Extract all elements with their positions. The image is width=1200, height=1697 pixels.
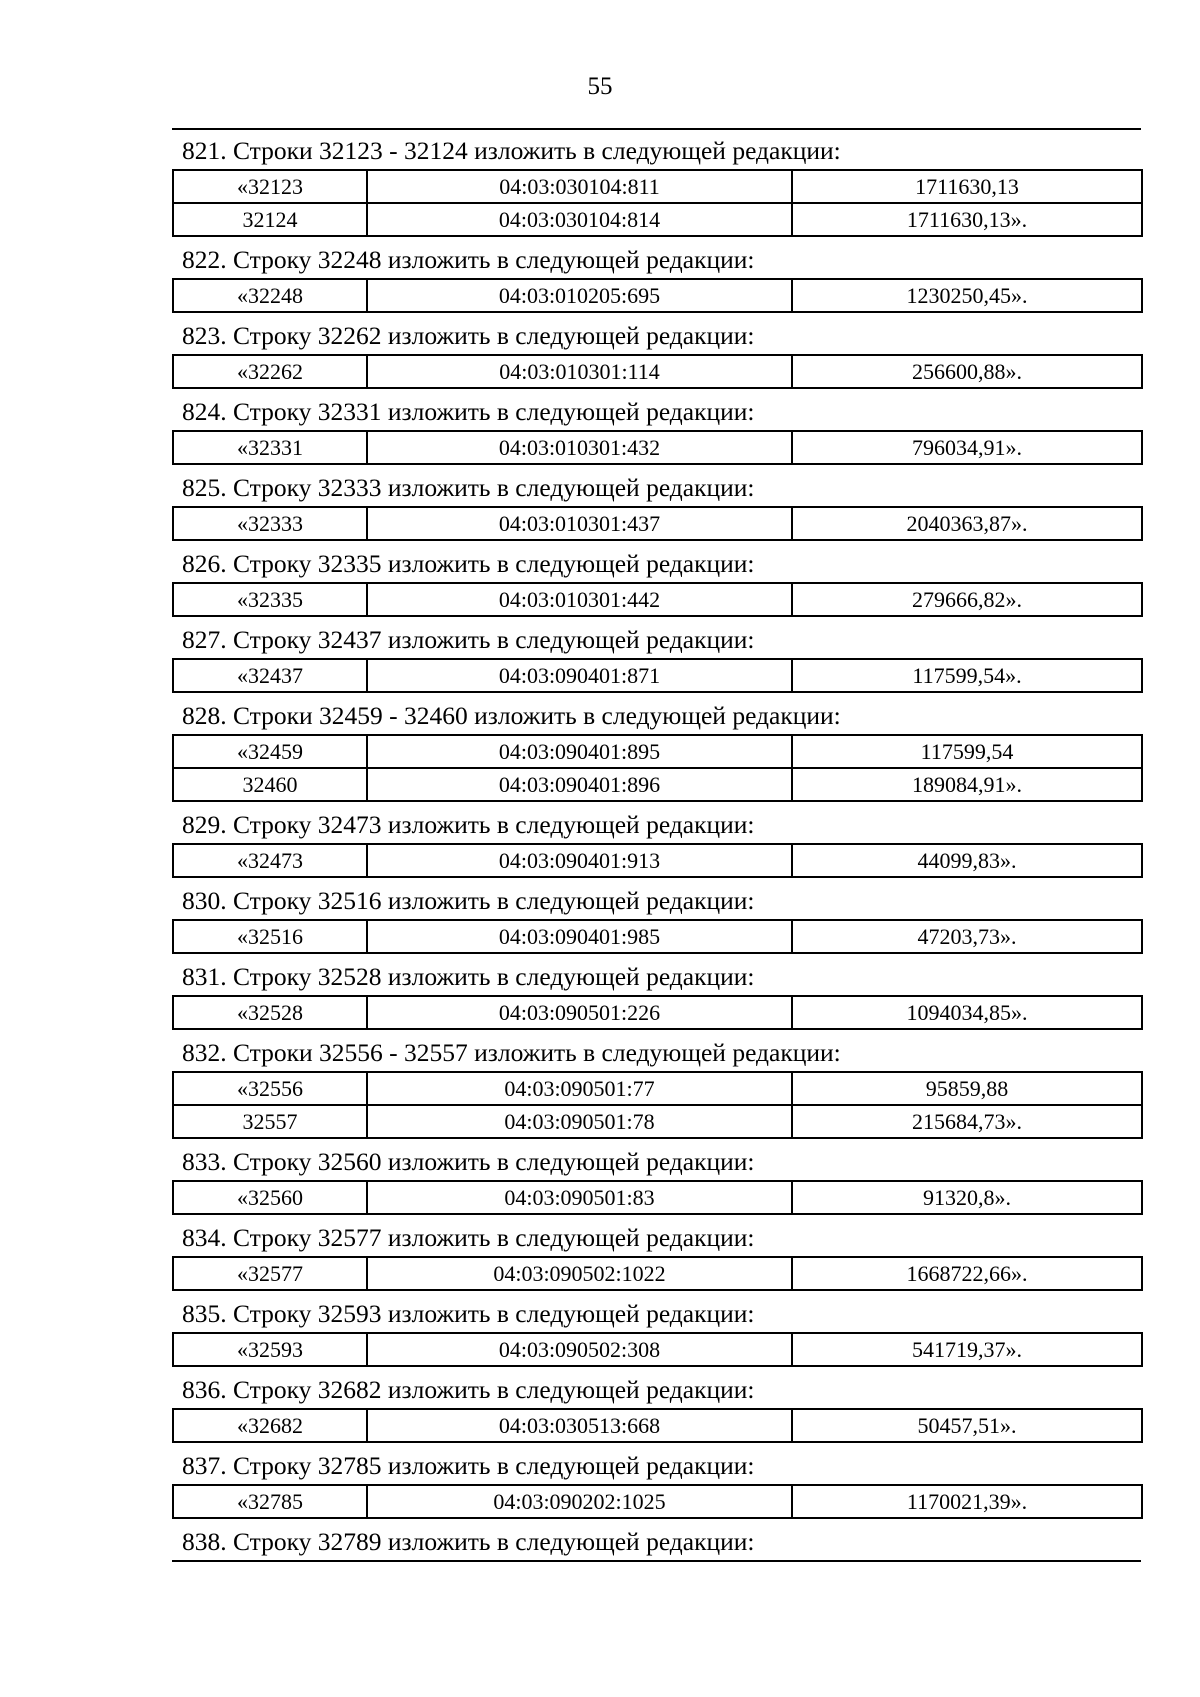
amendment-entry (172, 695, 1141, 802)
row-number-cell: «32335 (173, 583, 367, 616)
table-row (173, 170, 1142, 203)
value-cell: 44099,83». (792, 844, 1142, 877)
value-cell: 47203,73». (792, 920, 1142, 953)
amendment-entry (172, 391, 1141, 465)
value-cell: 1094034,85». (792, 996, 1142, 1029)
amendment-entry (172, 1521, 1141, 1560)
amendment-table (172, 843, 1143, 878)
amendment-entry (172, 1369, 1141, 1443)
row-number-cell: «32473 (173, 844, 367, 877)
value-cell: 2040363,87». (792, 507, 1142, 540)
cadastral-number-cell: 04:03:090202:1025 (367, 1485, 792, 1518)
amendment-heading: 831. Строку 32528 изложить в следующей редакции: (182, 962, 755, 991)
row-number-cell: «32437 (173, 659, 367, 692)
row-number-cell: «32785 (173, 1485, 367, 1518)
cadastral-number-cell: 04:03:010301:114 (367, 355, 792, 388)
value-cell: 541719,37». (792, 1333, 1142, 1366)
cadastral-number-cell: 04:03:090501:78 (367, 1105, 792, 1138)
table-row (173, 507, 1142, 540)
value-cell: 796034,91». (792, 431, 1142, 464)
value-cell: 1668722,66». (792, 1257, 1142, 1290)
amendment-table (172, 1071, 1143, 1139)
row-number-cell: «32528 (173, 996, 367, 1029)
amendment-table (172, 582, 1143, 617)
amendment-entry (172, 1141, 1141, 1215)
value-cell: 279666,82». (792, 583, 1142, 616)
page-number: 55 (587, 73, 613, 100)
amendment-table (172, 1256, 1143, 1291)
row-number-cell: «32577 (173, 1257, 367, 1290)
amendment-heading: 834. Строку 32577 изложить в следующей редакции: (182, 1223, 755, 1252)
cadastral-number-cell: 04:03:090401:895 (367, 735, 792, 768)
value-cell: 256600,88». (792, 355, 1142, 388)
table-row (173, 1485, 1142, 1518)
amendment-entry (172, 1293, 1141, 1367)
row-number-cell: «32248 (173, 279, 367, 312)
amendment-heading: 835. Строку 32593 изложить в следующей редакции: (182, 1299, 755, 1328)
table-row (173, 355, 1142, 388)
amendment-heading: 821. Строки 32123 - 32124 изложить в следующей редакции: (182, 136, 841, 165)
amendment-heading: 826. Строку 32335 изложить в следующей редакции: (182, 549, 755, 578)
row-number-cell: «32556 (173, 1072, 367, 1105)
value-cell: 50457,51». (792, 1409, 1142, 1442)
table-row (173, 659, 1142, 692)
row-number-cell: «32516 (173, 920, 367, 953)
row-number-cell: «32593 (173, 1333, 367, 1366)
table-row (173, 996, 1142, 1029)
cadastral-number-cell: 04:03:090401:896 (367, 768, 792, 801)
amendment-heading: 832. Строки 32556 - 32557 изложить в следующей редакции: (182, 1038, 841, 1067)
amendment-table (172, 1180, 1143, 1215)
row-number-cell: 32460 (173, 768, 367, 801)
amendment-table (172, 169, 1143, 237)
cadastral-number-cell: 04:03:090401:871 (367, 659, 792, 692)
amendment-entry (172, 1032, 1141, 1139)
table-row (173, 1181, 1142, 1214)
amendment-entry (172, 1445, 1141, 1519)
table-row (173, 844, 1142, 877)
value-cell: 189084,91». (792, 768, 1142, 801)
amendment-heading: 822. Строку 32248 изложить в следующей редакции: (182, 245, 755, 274)
value-cell: 1170021,39». (792, 1485, 1142, 1518)
cadastral-number-cell: 04:03:010301:442 (367, 583, 792, 616)
amendment-table (172, 1408, 1143, 1443)
cadastral-number-cell: 04:03:090501:226 (367, 996, 792, 1029)
amendment-heading: 829. Строку 32473 изложить в следующей редакции: (182, 810, 755, 839)
table-row (173, 735, 1142, 768)
cadastral-number-cell: 04:03:090502:1022 (367, 1257, 792, 1290)
amendment-table (172, 919, 1143, 954)
cadastral-number-cell: 04:03:030104:814 (367, 203, 792, 236)
table-row (173, 279, 1142, 312)
table-row (173, 203, 1142, 236)
amendment-entry (172, 239, 1141, 313)
table-row (173, 920, 1142, 953)
amendment-table (172, 354, 1143, 389)
value-cell: 117599,54». (792, 659, 1142, 692)
amendment-heading: 838. Строку 32789 изложить в следующей редакции: (182, 1527, 755, 1556)
row-number-cell: «32331 (173, 431, 367, 464)
amendment-table (172, 995, 1143, 1030)
table-row (173, 1333, 1142, 1366)
table-row (173, 768, 1142, 801)
amendment-entry (172, 880, 1141, 954)
value-cell: 117599,54 (792, 735, 1142, 768)
cadastral-number-cell: 04:03:090501:83 (367, 1181, 792, 1214)
table-row (173, 1257, 1142, 1290)
amendment-entry (172, 315, 1141, 389)
cadastral-number-cell: 04:03:030104:811 (367, 170, 792, 203)
table-row (173, 583, 1142, 616)
row-number-cell: «32262 (173, 355, 367, 388)
value-cell: 215684,73». (792, 1105, 1142, 1138)
amendment-heading: 828. Строки 32459 - 32460 изложить в следующей редакции: (182, 701, 841, 730)
amendment-table (172, 430, 1143, 465)
amendment-heading: 837. Строку 32785 изложить в следующей редакции: (182, 1451, 755, 1480)
amendment-table (172, 1332, 1143, 1367)
amendment-heading: 830. Строку 32516 изложить в следующей редакции: (182, 886, 755, 915)
amendment-entry (172, 956, 1141, 1030)
amendment-heading: 823. Строку 32262 изложить в следующей редакции: (182, 321, 755, 350)
amendment-table (172, 658, 1143, 693)
row-number-cell: 32124 (173, 203, 367, 236)
table-row (173, 1072, 1142, 1105)
amendment-heading: 827. Строку 32437 изложить в следующей редакции: (182, 625, 755, 654)
cadastral-number-cell: 04:03:090401:913 (367, 844, 792, 877)
value-cell: 1711630,13 (792, 170, 1142, 203)
row-number-cell: «32333 (173, 507, 367, 540)
value-cell: 95859,88 (792, 1072, 1142, 1105)
amendment-heading: 833. Строку 32560 изложить в следующей редакции: (182, 1147, 755, 1176)
row-number-cell: «32459 (173, 735, 367, 768)
cadastral-number-cell: 04:03:010205:695 (367, 279, 792, 312)
amendment-entry (172, 543, 1141, 617)
amendment-heading: 824. Строку 32331 изложить в следующей редакции: (182, 397, 755, 426)
amendment-heading: 825. Строку 32333 изложить в следующей редакции: (182, 473, 755, 502)
amendment-table (172, 506, 1143, 541)
table-row (173, 1409, 1142, 1442)
amendment-heading: 836. Строку 32682 изложить в следующей редакции: (182, 1375, 755, 1404)
cadastral-number-cell: 04:03:010301:437 (367, 507, 792, 540)
value-cell: 1711630,13». (792, 203, 1142, 236)
amendment-entry (172, 130, 1141, 237)
cadastral-number-cell: 04:03:010301:432 (367, 431, 792, 464)
amendment-table (172, 1484, 1143, 1519)
row-number-cell: «32560 (173, 1181, 367, 1214)
row-number-cell: «32123 (173, 170, 367, 203)
amendment-table (172, 734, 1143, 802)
amendment-entry (172, 804, 1141, 878)
amendment-entry (172, 467, 1141, 541)
amendment-entry (172, 1217, 1141, 1291)
table-row (173, 431, 1142, 464)
amendments-list (172, 128, 1141, 1562)
row-number-cell: «32682 (173, 1409, 367, 1442)
row-number-cell: 32557 (173, 1105, 367, 1138)
amendment-table (172, 278, 1143, 313)
cadastral-number-cell: 04:03:090401:985 (367, 920, 792, 953)
cadastral-number-cell: 04:03:090501:77 (367, 1072, 792, 1105)
table-row (173, 1105, 1142, 1138)
amendment-entry (172, 619, 1141, 693)
value-cell: 91320,8». (792, 1181, 1142, 1214)
value-cell: 1230250,45». (792, 279, 1142, 312)
cadastral-number-cell: 04:03:090502:308 (367, 1333, 792, 1366)
cadastral-number-cell: 04:03:030513:668 (367, 1409, 792, 1442)
